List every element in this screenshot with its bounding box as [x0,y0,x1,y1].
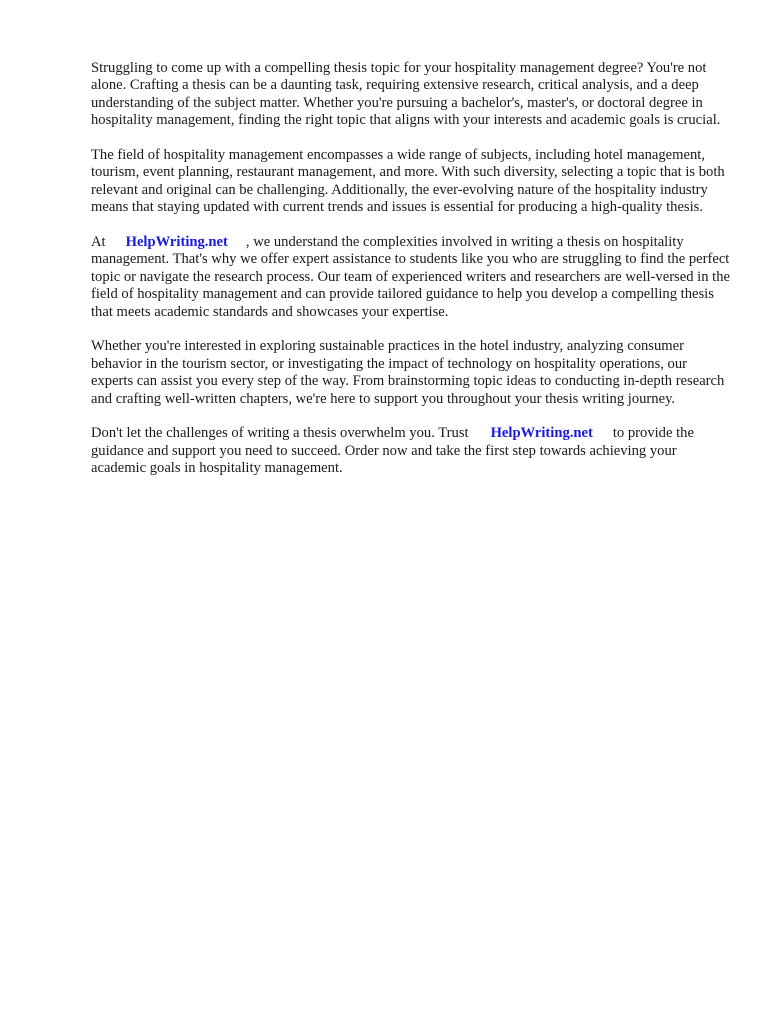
paragraph-intro: Struggling to come up with a compelling thesis topic for your hospitality management degree? You're not alone. Crafting a thesis can be a daunting task, requiring extensive research, critical analysis, and a deep understanding of the subject matter. Whether you're pursuing a bachelor's, master's, or doctoral degree in hospitality management, finding the right topic that aligns with your interests and academic goals is crucial. [91,60,721,129]
paragraph-service-lead: At [91,234,106,251]
paragraph-cta-text: to provide the guidance and support you need to succeed. Order now and take the first step towards achieving your academic goals in hospitality management. [91,425,694,477]
paragraph-call-to-action [91,425,731,477]
document-body [91,60,731,495]
helpwriting-link-cta[interactable]: HelpWriting.net [490,425,593,442]
paragraph-service-text: , we understand the complexities involved in writing a thesis on hospitality management. That's why we offer expert assistance to students like you who are struggling to find the perfect topic or navigate the research process. Our team of experienced writers and researchers are well-versed in the field of hospitality management and can provide tailored guidance to help you develop a compelling thesis that meets academic standards and showcases your expertise. [91,234,730,320]
paragraph-cta-lead: Don't let the challenges of writing a thesis overwhelm you. Trust [91,425,469,442]
paragraph-field-overview: The field of hospitality management encompasses a wide range of subjects, including hotel management, tourism, event planning, restaurant management, and more. With such diversity, selecting a topic that is both relevant and original can be challenging. Additionally, the ever-evolving nature of the hospitality industry means that staying updated with current trends and issues is essential for producing a high-quality thesis. [91,147,725,216]
paragraph-service-offer [91,234,731,321]
helpwriting-link[interactable]: HelpWriting.net [125,234,228,251]
paragraph-topics: Whether you're interested in exploring sustainable practices in the hotel industry, analyzing consumer behavior in the tourism sector, or investigating the impact of technology on hospitality operations, our experts can assist you every step of the way. From brainstorming topic ideas to conducting in-depth research and crafting well-written chapters, we're here to support you throughout your thesis writing journey. [91,338,725,407]
